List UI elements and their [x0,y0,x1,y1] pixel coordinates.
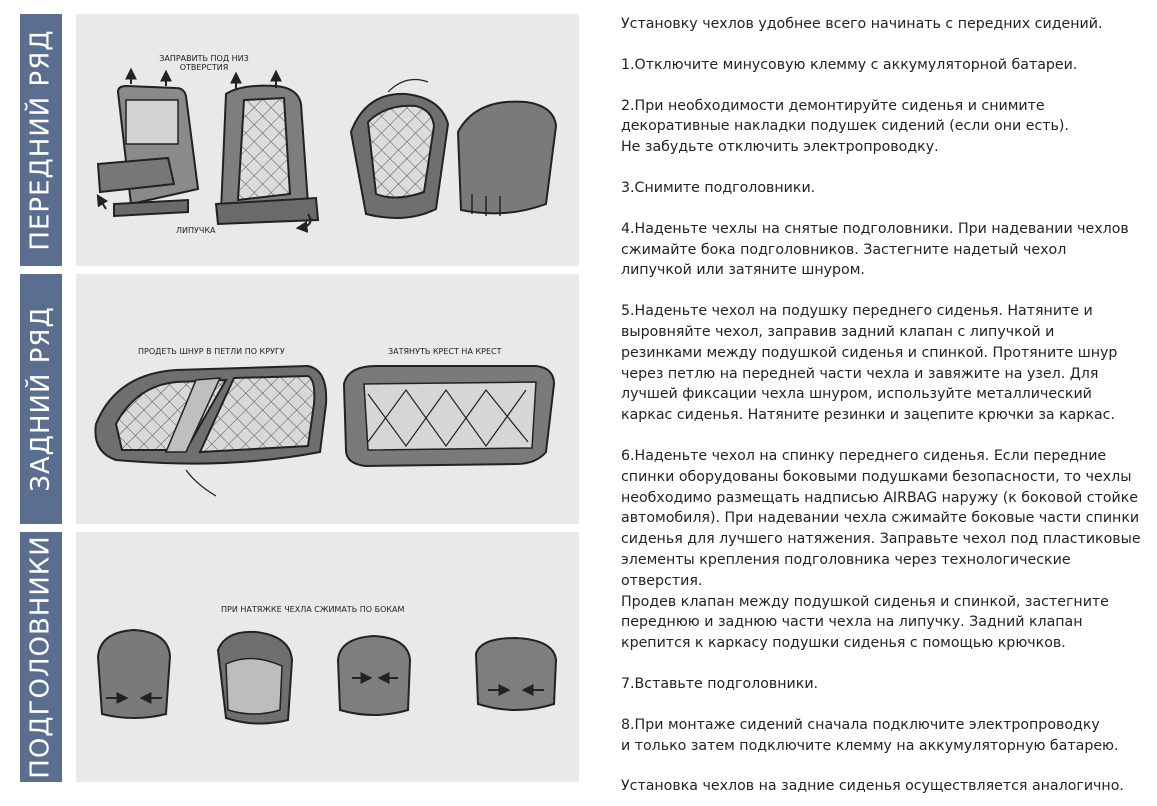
rear-row-illustration [76,274,579,524]
seat-back-open [98,70,198,216]
row-label-front-text: ПЕРЕДНИЙ РЯД [26,29,57,251]
instruction-step-8: 8.При монтаже сидений сначала подключите электропроводку и только затем подключите клемму на аккумуляторную батарею. [621,716,1119,754]
rear-bench-quilted [95,366,326,496]
seat-cushion-back [458,102,556,216]
headrest-4 [476,638,556,710]
headrest-2 [218,632,292,724]
instruction-step-6: 6.Наденьте чехол на спинку переднего сиденья. Если передние спинки оборудованы боковыми подушками безопасности, то чехлы необходимо размещать надписью AIRBAG наружу (к боковой стойке автомобиля). При надевании чехла сжимайте боковые части спинки сиденья для лучшего натяжения. Заправьте чехол под пластиковые элементы крепления подголовника через технологические отверстия. Продев клапан между подушкой сиденья и спинкой, застегните переднюю и заднюю части чехла на липучку. Задний клапан крепится к каркасу подушки сиденья с помощью крючков. [621,447,1141,652]
caption-tie-cross: ЗАТЯНУТЬ КРЕСТ НА КРЕСТ [388,347,502,356]
headrests-drawing [76,532,579,782]
instruction-step-5: 5.Наденьте чехол на подушку переднего сиденья. Натяните и выровняйте чехол, заправив задний клапан с липучкой и резинками между подушкой сиденья и спинкой. Протяните шнур через петлю на передней части чехла и завяжите на узел. Для лучшей фиксации чехла шнуром, используйте металлический каркас сиденья. Натяните резинки и зацепите крючки за каркас. [621,303,1118,424]
row-label-headrests [20,532,62,782]
caption-tuck-under: ЗАПРАВИТЬ ПОД НИЗ ОТВЕРСТИЯ [159,54,249,72]
seat-quilted [216,72,318,228]
instruction-step-4: 4.Наденьте чехлы на снятые подголовники. При надевании чехлов сжимайте бока подголовников. Застегните надетый чехол липучкой или затяните шнуром. [621,220,1129,279]
rear-seat-drawing [76,274,579,524]
seat-cushion-front [351,80,448,218]
instruction-step-2: 2.При необходимости демонтируйте сиденья и снимите декоративные накладки подушек сидений (если они есть). Не забудьте отключить электропроводку. [621,97,1069,156]
headrest-3 [338,636,410,715]
installation-instructions [621,14,1151,797]
row-label-front [20,14,62,266]
row-label-headrests-text: ПОДГОЛОВНИКИ [26,535,57,779]
caption-velcro: ЛИПУЧКА [176,226,216,235]
instruction-step-7: 7.Вставьте подголовники. [621,675,819,692]
row-label-rear-text: ЗАДНИЙ РЯД [26,306,57,492]
instruction-step-3: 3.Снимите подголовники. [621,179,816,196]
instruction-step-1: 1.Отключите минусовую клемму с аккумуляторной батареи. [621,56,1078,73]
headrests-illustration [76,532,579,782]
rear-bench-underside [344,366,554,466]
front-seat-drawing [76,14,579,266]
front-row-illustration [76,14,579,266]
caption-cord-loops: ПРОДЕТЬ ШНУР В ПЕТЛИ ПО КРУГУ [138,347,285,356]
instruction-intro: Установку чехлов удобнее всего начинать с передних сидений. [621,16,1103,32]
headrest-1 [98,630,170,718]
caption-squeeze-sides: ПРИ НАТЯЖКЕ ЧЕХЛА СЖИМАТЬ ПО БОКАМ [221,605,405,614]
row-label-rear [20,274,62,524]
instruction-rear-note: Установка чехлов на задние сиденья осуществляется аналогично. [621,778,1124,795]
